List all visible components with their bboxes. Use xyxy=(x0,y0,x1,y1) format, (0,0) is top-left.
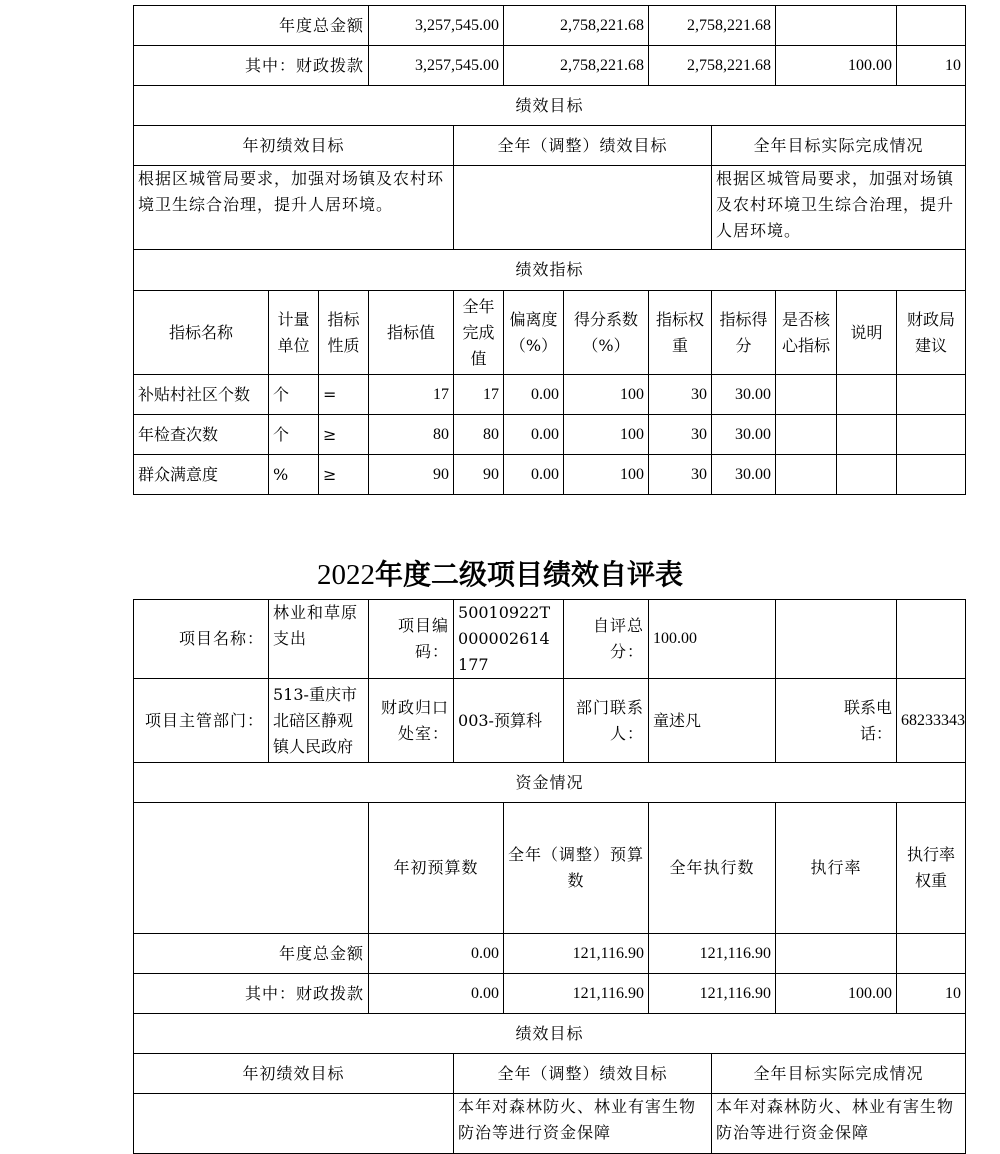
initial-budget: 0.00 xyxy=(369,934,504,974)
indicator-weight: 30 xyxy=(649,375,712,415)
indicator-score: 30.00 xyxy=(712,415,776,455)
indicator-note xyxy=(837,375,897,415)
col-header: 是否核心指标 xyxy=(776,291,837,375)
project-code: 50010922T000002614177 xyxy=(454,600,564,679)
adjusted-budget: 121,116.90 xyxy=(504,974,649,1014)
exec-weight: 10 xyxy=(897,974,966,1014)
col-header: 得分系数（%） xyxy=(564,291,649,375)
executed-amount: 121,116.90 xyxy=(649,934,776,974)
goal-actual-text: 本年对森林防火、林业有害生物防治等进行资金保障 xyxy=(712,1094,966,1154)
col-header: 执行率 xyxy=(776,803,897,934)
indicator-actual: 80 xyxy=(454,415,504,455)
indicator-nature: = xyxy=(319,375,369,415)
adjusted-budget: 2,758,221.68 xyxy=(504,6,649,46)
goal-header-initial: 年初绩效目标 xyxy=(134,126,454,166)
contact-label: 部门联系人： xyxy=(564,679,649,763)
col-header: 执行率权重 xyxy=(897,803,966,934)
indicator-name: 补贴村社区个数 xyxy=(134,375,269,415)
executed-amount: 121,116.90 xyxy=(649,974,776,1014)
dept-name: 513-重庆市北碚区静观镇人民政府 xyxy=(269,679,369,763)
indicator-deviation: 0.00 xyxy=(504,415,564,455)
finance-office-label: 财政归口处室： xyxy=(369,679,454,763)
col-header: 全年（调整）预算数 xyxy=(504,803,649,934)
project-self-eval-table xyxy=(133,599,966,1154)
indicator-coef: 100 xyxy=(564,375,649,415)
goal-actual-text: 根据区城管局要求，加强对场镇及农村环境卫生综合治理，提升人居环境。 xyxy=(712,166,966,250)
indicator-unit: 个 xyxy=(269,375,319,415)
phone-number: 68233343 xyxy=(897,679,966,763)
page-title xyxy=(0,553,1000,593)
project-name: 林业和草原支出 xyxy=(269,600,369,679)
col-header: 指标值 xyxy=(369,291,454,375)
adjusted-budget: 121,116.90 xyxy=(504,934,649,974)
col-header: 年初预算数 xyxy=(369,803,504,934)
phone-label: 联系电话： xyxy=(776,679,897,763)
goal-header-adjusted: 全年（调整）绩效目标 xyxy=(454,126,712,166)
self-score: 100.00 xyxy=(649,600,776,679)
goal-header-initial: 年初绩效目标 xyxy=(134,1054,454,1094)
indicator-header-row xyxy=(134,291,966,375)
exec-weight xyxy=(897,934,966,974)
indicator-weight: 30 xyxy=(649,455,712,495)
col-header: 财政局建议 xyxy=(897,291,966,375)
section-indicators: 绩效指标 xyxy=(134,250,966,291)
indicator-actual: 90 xyxy=(454,455,504,495)
indicator-advice xyxy=(897,375,966,415)
goal-initial-text xyxy=(134,1094,454,1154)
col-header: 指标性质 xyxy=(319,291,369,375)
goal-adjusted-text: 本年对森林防火、林业有害生物防治等进行资金保障 xyxy=(454,1094,712,1154)
goal-adjusted-text xyxy=(454,166,712,250)
indicator-weight: 30 xyxy=(649,415,712,455)
dept-label: 项目主管部门： xyxy=(134,679,269,763)
col-header: 指标权重 xyxy=(649,291,712,375)
col-header: 偏离度（%） xyxy=(504,291,564,375)
project-name-label: 项目名称： xyxy=(134,600,269,679)
indicator-note xyxy=(837,415,897,455)
indicator-advice xyxy=(897,415,966,455)
goal-initial-text: 根据区城管局要求，加强对场镇及农村环境卫生综合治理，提升人居环境。 xyxy=(134,166,454,250)
fund-label: 年度总金额 xyxy=(134,934,369,974)
exec-rate: 100.00 xyxy=(776,974,897,1014)
indicator-actual: 17 xyxy=(454,375,504,415)
col-header: 说明 xyxy=(837,291,897,375)
fund-header-row xyxy=(134,803,966,934)
indicator-core xyxy=(776,455,837,495)
section-perf-goal: 绩效目标 xyxy=(134,1014,966,1054)
indicator-deviation: 0.00 xyxy=(504,455,564,495)
indicator-core xyxy=(776,375,837,415)
indicator-name: 群众满意度 xyxy=(134,455,269,495)
top-performance-table xyxy=(133,5,966,495)
project-code-label: 项目编码： xyxy=(369,600,454,679)
title-text: 年度二级项目绩效自评表 xyxy=(374,558,683,591)
indicator-unit: 个 xyxy=(269,415,319,455)
indicator-name: 年检查次数 xyxy=(134,415,269,455)
table-row xyxy=(134,415,966,455)
exec-rate xyxy=(776,934,897,974)
goal-header-actual: 全年目标实际完成情况 xyxy=(712,126,966,166)
indicator-score: 30.00 xyxy=(712,455,776,495)
indicator-target: 90 xyxy=(369,455,454,495)
col-header: 指标得分 xyxy=(712,291,776,375)
indicator-coef: 100 xyxy=(564,455,649,495)
title-year: 2022 xyxy=(316,559,375,591)
indicator-advice xyxy=(897,455,966,495)
initial-budget: 0.00 xyxy=(369,974,504,1014)
indicator-deviation: 0.00 xyxy=(504,375,564,415)
project-info-row xyxy=(134,600,966,679)
indicator-core xyxy=(776,415,837,455)
executed-amount: 2,758,221.68 xyxy=(649,6,776,46)
self-score-label: 自评总分： xyxy=(564,600,649,679)
indicator-score: 30.00 xyxy=(712,375,776,415)
fund-row-total xyxy=(134,934,966,974)
indicator-unit: % xyxy=(269,455,319,495)
table-row xyxy=(134,375,966,415)
section-funds: 资金情况 xyxy=(134,763,966,803)
exec-rate: 100.00 xyxy=(776,46,897,86)
fund-label: 其中：财政拨款 xyxy=(134,974,369,1014)
exec-weight: 10 xyxy=(897,46,966,86)
col-header: 全年完成值 xyxy=(454,291,504,375)
col-header: 计量单位 xyxy=(269,291,319,375)
goal-header-actual: 全年目标实际完成情况 xyxy=(712,1054,966,1094)
col-header: 指标名称 xyxy=(134,291,269,375)
project-dept-row xyxy=(134,679,966,763)
executed-amount: 2,758,221.68 xyxy=(649,46,776,86)
initial-budget: 3,257,545.00 xyxy=(369,6,504,46)
fund-row-finance xyxy=(134,974,966,1014)
finance-office: 003-预算科 xyxy=(454,679,564,763)
initial-budget: 3,257,545.00 xyxy=(369,46,504,86)
col-header: 全年执行数 xyxy=(649,803,776,934)
table-row xyxy=(134,455,966,495)
indicator-note xyxy=(837,455,897,495)
indicator-nature: ≥ xyxy=(319,455,369,495)
indicator-nature: ≥ xyxy=(319,415,369,455)
goal-header-adjusted: 全年（调整）绩效目标 xyxy=(454,1054,712,1094)
adjusted-budget: 2,758,221.68 xyxy=(504,46,649,86)
exec-rate xyxy=(776,6,897,46)
fund-label: 其中：财政拨款 xyxy=(134,46,369,86)
fund-row-total xyxy=(134,6,966,46)
section-perf-goal: 绩效目标 xyxy=(134,86,966,126)
indicator-target: 17 xyxy=(369,375,454,415)
fund-label: 年度总金额 xyxy=(134,6,369,46)
exec-weight xyxy=(897,6,966,46)
fund-row-finance xyxy=(134,46,966,86)
indicator-target: 80 xyxy=(369,415,454,455)
contact-person: 童述凡 xyxy=(649,679,776,763)
indicator-coef: 100 xyxy=(564,415,649,455)
